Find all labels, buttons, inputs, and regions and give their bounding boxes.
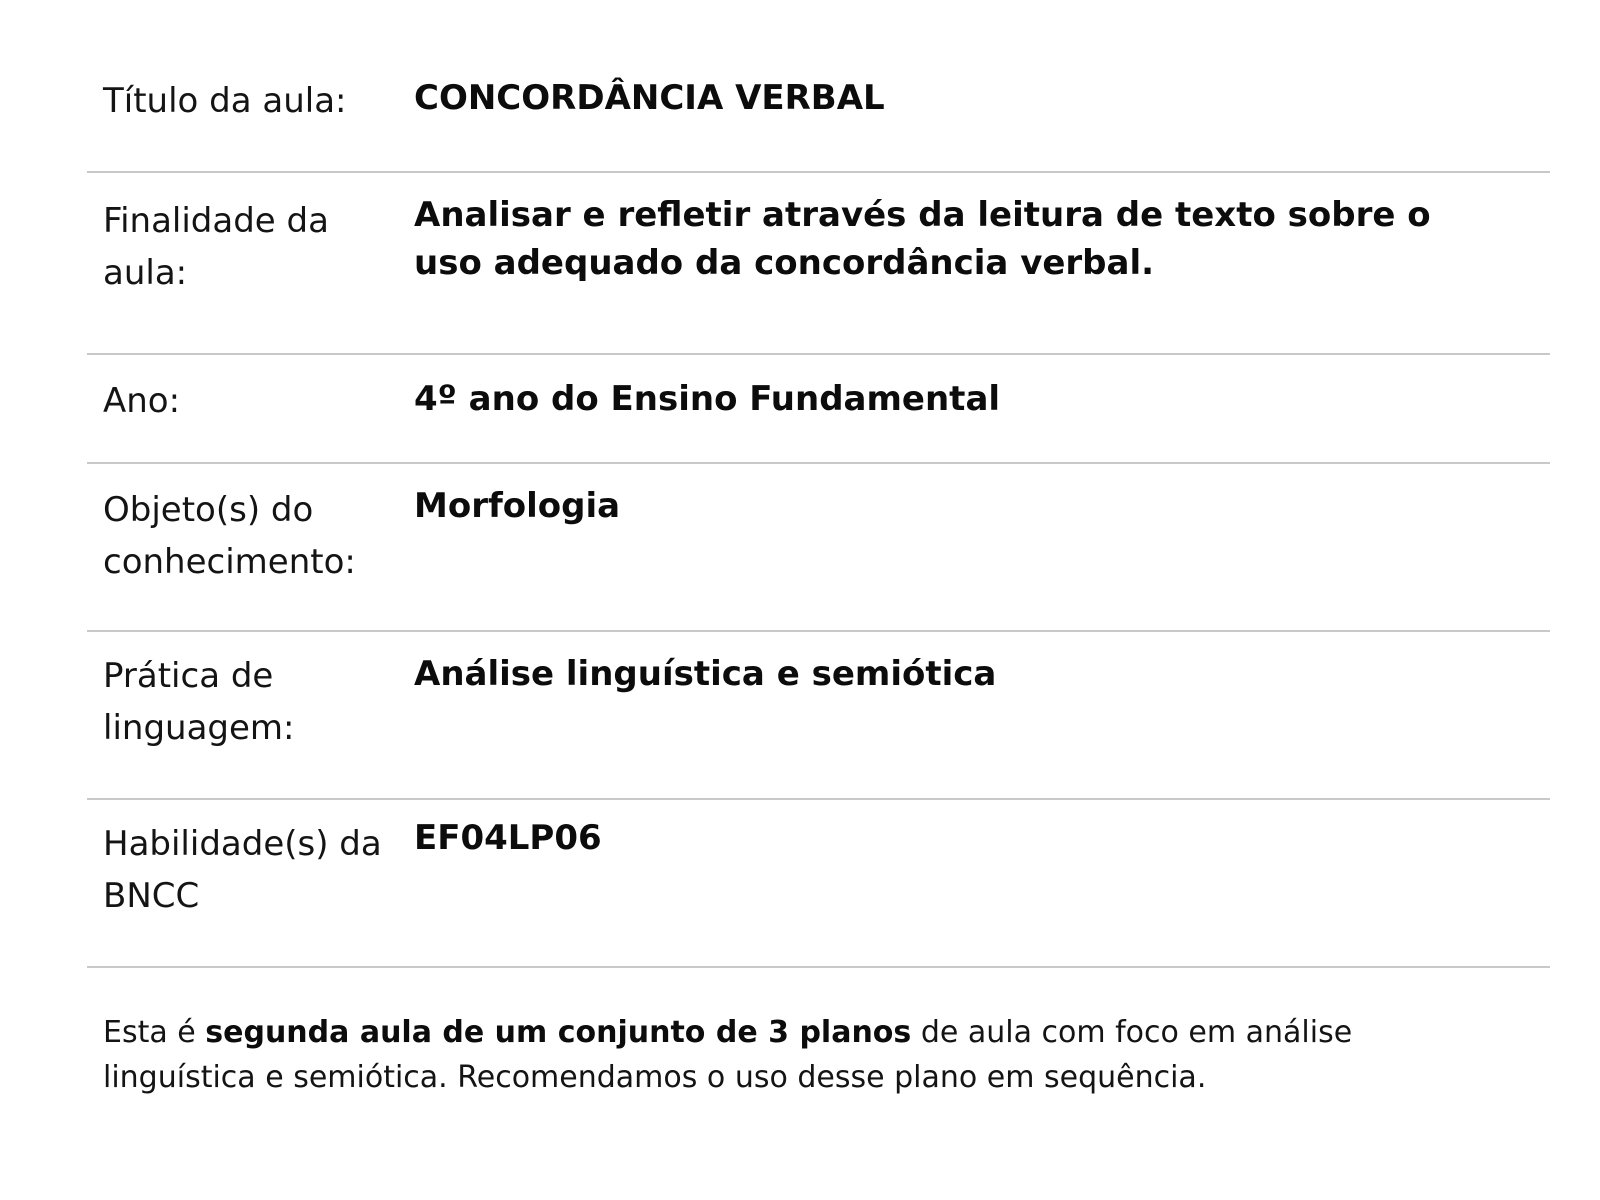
knowledge-object: Morfologia <box>414 486 621 526</box>
table-row-knowledge-object <box>87 464 1550 632</box>
row-label: Prática de linguagem: <box>103 656 295 748</box>
lesson-title: CONCORDÂNCIA VERBAL <box>414 78 885 118</box>
table-row-purpose <box>87 173 1550 355</box>
bncc-skill-code: EF04LP06 <box>414 818 602 858</box>
row-label: Habilidade(s) da BNCC <box>103 824 382 916</box>
row-label: Finalidade da aula: <box>103 201 329 293</box>
row-label: Título da aula: <box>103 81 347 121</box>
table-row-year <box>87 355 1550 464</box>
note-suffix: de aula com foco em análise linguística e semiótica. Recomendamos o uso desse plano em sequência. <box>103 1015 1353 1095</box>
language-practice: Análise linguística e semiótica <box>414 654 997 694</box>
table-row-title <box>87 45 1550 173</box>
note-highlight: segunda aula de um conjunto de 3 planos <box>205 1015 912 1050</box>
note-prefix: Esta é <box>103 1015 206 1050</box>
lesson-purpose: Analisar e refletir através da leitura de texto sobre o uso adequado da concordância verbal. <box>414 195 1431 283</box>
table-row-language-practice <box>87 632 1550 800</box>
lesson-year: 4º ano do Ensino Fundamental <box>414 379 1001 419</box>
table-row-bncc-skill <box>87 800 1550 968</box>
row-label: Ano: <box>103 381 181 421</box>
lesson-info-table <box>87 45 1550 968</box>
sequence-note <box>103 1010 1503 1100</box>
row-label: Objeto(s) do conhecimento: <box>103 490 356 582</box>
